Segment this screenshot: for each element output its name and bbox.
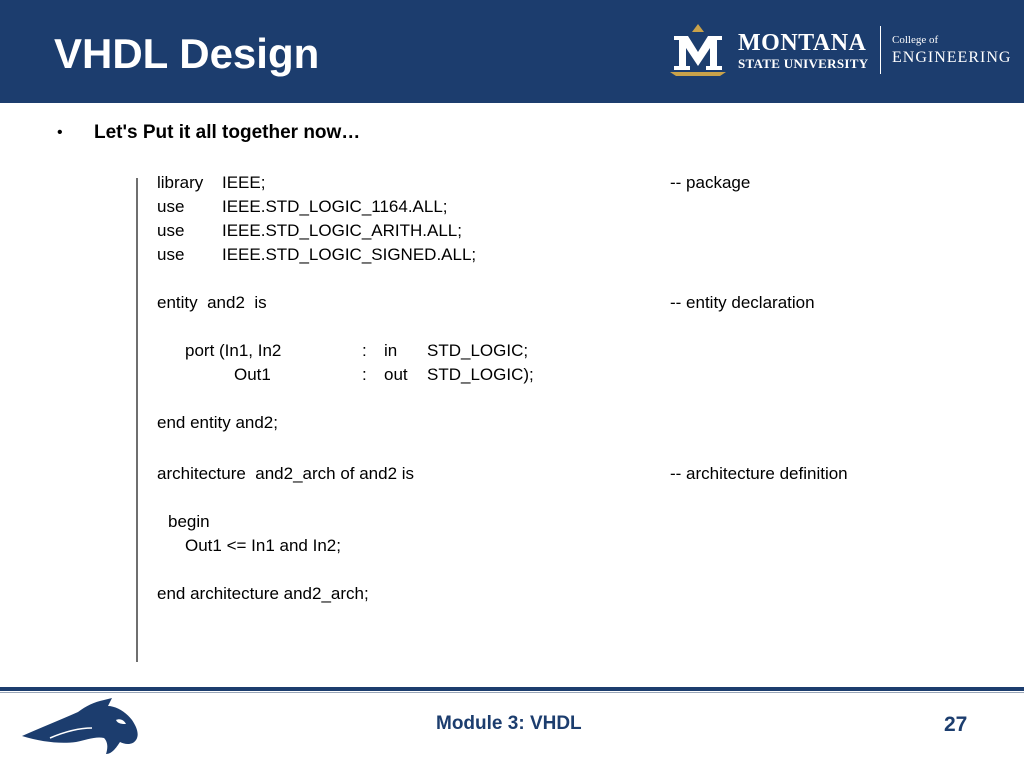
code-port1-mode: in	[384, 341, 398, 360]
code-port2-mode: out	[384, 365, 408, 384]
code-port1-name: port (In1, In2	[185, 341, 282, 360]
code-use3-val: IEEE.STD_LOGIC_SIGNED.ALL;	[222, 245, 477, 264]
code-use1-val: IEEE.STD_LOGIC_1164.ALL;	[222, 197, 448, 216]
slide-title: VHDL Design	[54, 30, 320, 77]
code-end-entity: end entity and2;	[157, 413, 278, 432]
code-entity-line: entity and2 is	[157, 293, 267, 312]
university-subtitle: STATE UNIVERSITY	[738, 56, 869, 71]
code-arch-comment: -- architecture definition	[670, 464, 848, 483]
code-use2-val: IEEE.STD_LOGIC_ARITH.ALL;	[222, 221, 462, 240]
university-logo	[666, 22, 1016, 78]
footer-rule	[0, 687, 1024, 691]
code-port2-colon: :	[362, 365, 367, 384]
college-label: College of	[892, 34, 939, 46]
code-port1-type: STD_LOGIC;	[427, 341, 529, 360]
page-number: 27	[944, 713, 968, 736]
code-port2-name: Out1	[234, 365, 271, 384]
footer-rule-thin	[0, 692, 1024, 693]
university-name: MONTANA	[738, 30, 867, 56]
code-use1-kw: use	[157, 197, 185, 216]
code-library-kw: library	[157, 173, 204, 192]
logo-divider	[880, 26, 881, 74]
code-margin-bar	[136, 178, 138, 662]
code-port2-type: STD_LOGIC);	[427, 365, 534, 384]
code-use2-kw: use	[157, 221, 185, 240]
bobcat-icon	[20, 698, 140, 756]
code-end-arch: end architecture and2_arch;	[157, 584, 369, 603]
code-library-comment: -- package	[670, 173, 751, 192]
msu-m-icon	[666, 22, 730, 78]
code-library-val: IEEE;	[222, 173, 266, 192]
code-use3-kw: use	[157, 245, 185, 264]
college-name: ENGINEERING	[892, 49, 1012, 66]
footer-module-title: Module 3: VHDL	[436, 713, 582, 734]
bullet-heading: Let's Put it all together now…	[94, 122, 361, 143]
bullet-symbol: •	[57, 124, 63, 141]
code-port1-colon: :	[362, 341, 367, 360]
code-begin: begin	[168, 512, 210, 531]
code-assign: Out1 <= In1 and In2;	[185, 536, 341, 555]
code-entity-comment: -- entity declaration	[670, 293, 815, 312]
slide-header	[0, 0, 1024, 103]
code-arch-line: architecture and2_arch of and2 is	[157, 464, 415, 483]
